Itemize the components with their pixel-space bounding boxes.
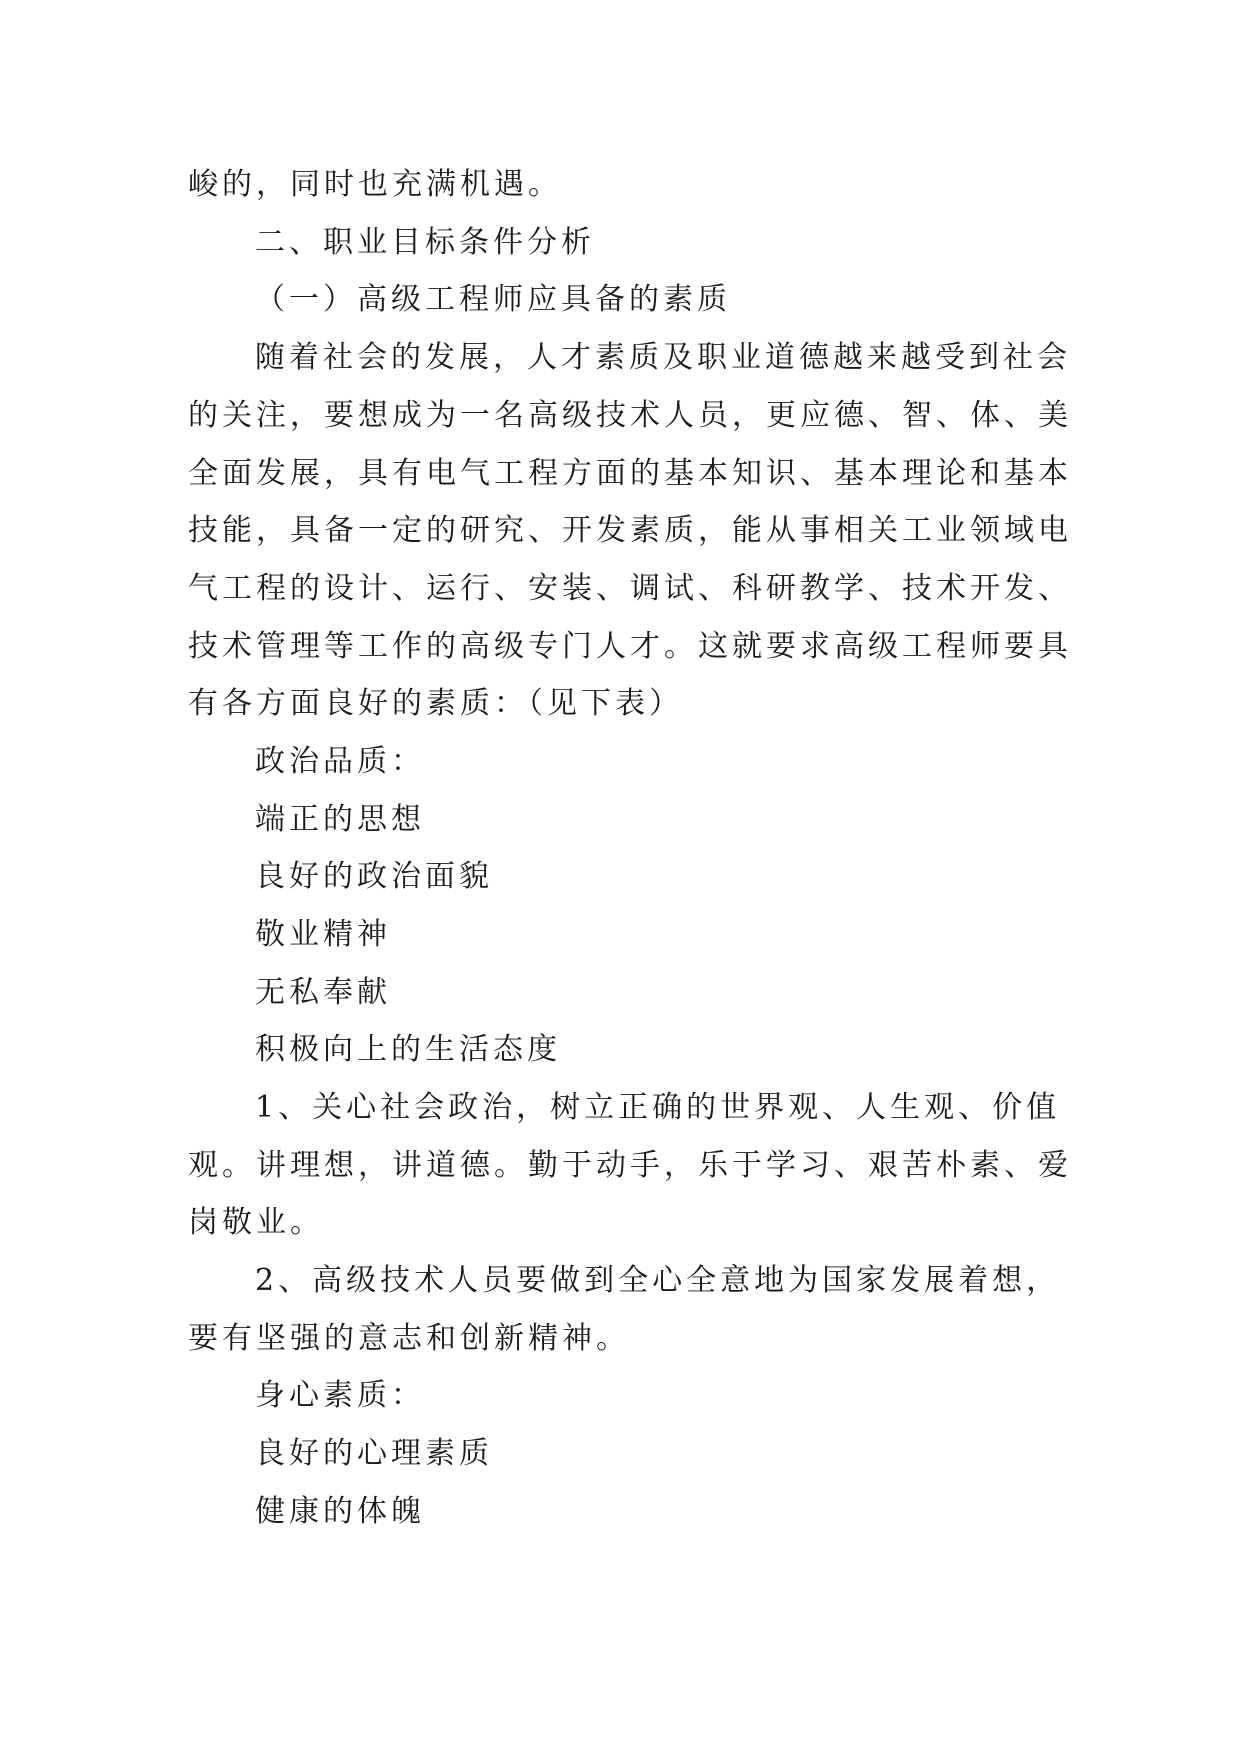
- body-text-line: 峻的，同时也充满机遇。: [188, 167, 562, 202]
- list-heading: 身心素质：: [255, 1378, 425, 1413]
- list-item: 无私奉献: [255, 975, 391, 1010]
- body-text-line: 技术管理等工作的高级专门人才。这就要求高级工程师要具: [188, 629, 1072, 664]
- section-heading: 二、职业目标条件分析: [255, 225, 595, 260]
- list-item: 敬业精神: [255, 917, 391, 952]
- body-text-line: 观。讲理想，讲道德。勤于动手，乐于学习、艰苦朴素、爱: [188, 1148, 1072, 1183]
- body-text-line: 岗敬业。: [188, 1205, 324, 1240]
- body-text-line: 技能，具备一定的研究、开发素质，能从事相关工业领域电: [188, 513, 1072, 548]
- list-item: 良好的政治面貌: [255, 859, 493, 894]
- list-item: 端正的思想: [255, 802, 425, 837]
- subsection-heading: （一）高级工程师应具备的素质: [255, 282, 731, 317]
- body-text-line: 要有坚强的意志和创新精神。: [188, 1321, 630, 1356]
- body-text-line: 全面发展，具有电气工程方面的基本知识、基本理论和基本: [188, 456, 1072, 491]
- list-item: 健康的体魄: [255, 1494, 425, 1529]
- body-text-line: 有各方面良好的素质：（见下表）: [188, 686, 683, 721]
- body-text-line: 1、关心社会政治，树立正确的世界观、人生观、价值: [255, 1090, 1061, 1125]
- body-text-line: 2、高级技术人员要做到全心全意地为国家发展着想，: [255, 1263, 1061, 1298]
- body-text-line: 气工程的设计、运行、安装、调试、科研教学、技术开发、: [188, 571, 1072, 606]
- list-item: 良好的心理素质: [255, 1436, 493, 1471]
- list-item: 积极向上的生活态度: [255, 1032, 561, 1067]
- body-text-line: 的关注，要想成为一名高级技术人员，更应德、智、体、美: [188, 398, 1072, 433]
- body-text-line: 随着社会的发展，人才素质及职业道德越来越受到社会: [255, 340, 1071, 375]
- list-heading: 政治品质：: [255, 744, 425, 779]
